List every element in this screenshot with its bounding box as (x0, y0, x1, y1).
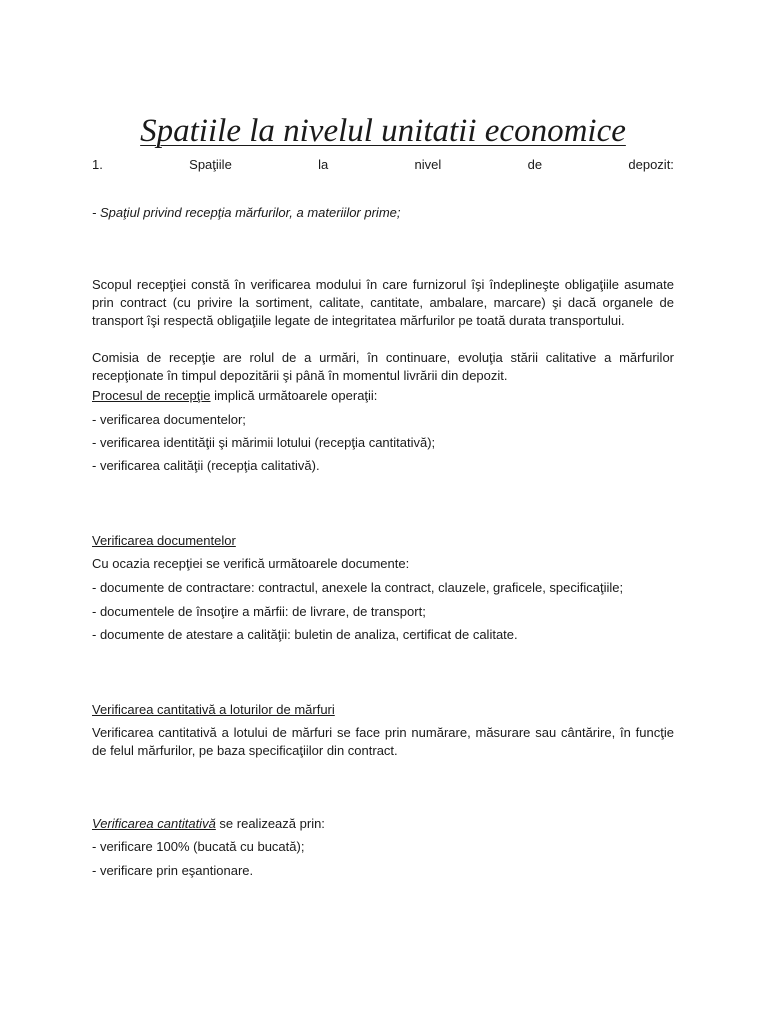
heading-word: depozit: (628, 157, 674, 172)
list-item: - verificare prin eşantionare. (92, 863, 254, 878)
process-line (92, 387, 674, 405)
paragraph-commission: Comisia de recepţie are rolul de a urmări, în continuare, evoluţia stării calitative a mărfurilor recepţionate în timpul depozitării şi până în momentul livrării din depozit. (92, 350, 674, 383)
subheading-receptie: - Spaţiul privind recepţia mărfurilor, a materiilor prime; (92, 205, 401, 220)
heading-word: nivel (414, 157, 442, 172)
list-item: - verificare 100% (bucată cu bucată); (92, 839, 305, 854)
heading-word: Spaţiile (189, 157, 232, 172)
list-item: - verificarea documentelor; (92, 412, 246, 427)
qty-methods-rest: se realizează prin: (215, 816, 325, 831)
docs-heading: Verificarea documentelor (92, 533, 236, 548)
heading-word: de (527, 157, 543, 172)
qty-methods-underlined: Verificarea cantitativă (92, 816, 216, 831)
qty-paragraph: Verificarea cantitativă a lotului de mărfuri se face prin numărare, măsurare sau cântărire, în funcţie de felul mărfurilor, pe baza specificaţiilor din contract. (92, 725, 674, 758)
qty-heading: Verificarea cantitativă a loturilor de mărfuri (92, 702, 335, 717)
heading-word: la (318, 157, 329, 172)
section-heading-depozit (92, 156, 674, 174)
process-underlined: Procesul de recepţie (92, 388, 211, 403)
paragraph-scope: Scopul recepţiei constă în verificarea modului în care furnizorul îşi îndeplineşte obligaţiile asumate prin contract (cu privire la sortiment, calitate, cantitate, ambalare, marcare) şi dacă organele de transport îşi respectă obligaţiile legate de integritatea mărfurilor pe toată durata transportului. (92, 277, 674, 328)
page-title: Spatiile la nivelul unitatii economice (140, 113, 626, 149)
list-item: - documentele de însoţire a mărfii: de livrare, de transport; (92, 604, 426, 619)
list-item: - documente de atestare a calităţii: buletin de analiza, certificat de calitate. (92, 627, 518, 642)
qty-methods-line (92, 815, 674, 833)
list-item: - verificarea calităţii (recepţia calitativă). (92, 458, 320, 473)
process-rest: implică următoarele operaţii: (210, 388, 378, 403)
docs-intro: Cu ocazia recepţiei se verifică următoarele documente: (92, 556, 410, 571)
list-item: - verificarea identităţii şi mărimii lotului (recepţia cantitativă); (92, 435, 436, 450)
heading-word: 1. (92, 157, 103, 172)
list-item: - documente de contractare: contractul, anexele la contract, clauzele, graficele, specificaţiile; (92, 580, 624, 595)
